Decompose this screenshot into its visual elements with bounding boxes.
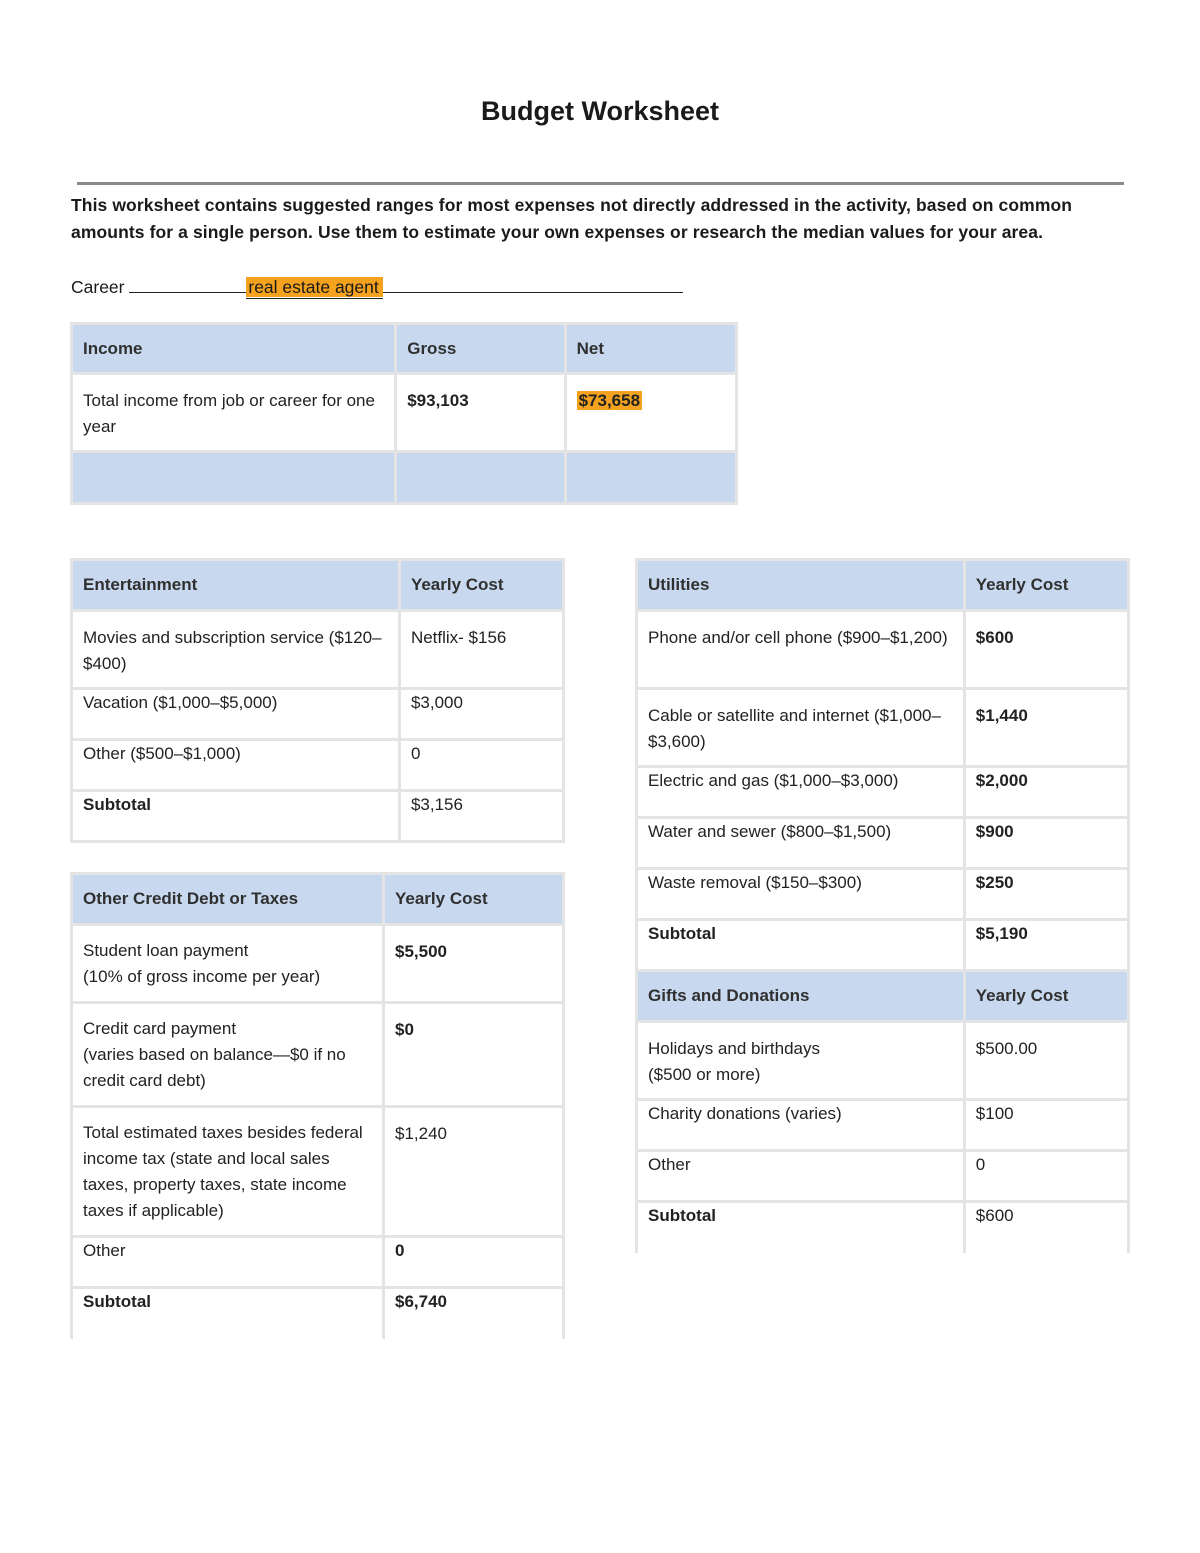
intro-paragraph: This worksheet contains suggested ranges for most expenses not directly addressed in the activity, based on common amounts for a single person. Use them to estimate your own expenses or research the median values for your area. [71,195,1073,242]
income-table [70,322,738,505]
net-header: Net [565,324,736,374]
gross-header: Gross [396,324,565,374]
net-value[interactable]: $73,658 [565,374,736,452]
other-debt-header: Other Credit Debt or Taxes [72,874,384,925]
subtotal-label: Subtotal [637,920,965,971]
career-value[interactable]: real estate agent [246,277,382,297]
income-blank-cell[interactable] [72,452,396,504]
table-row-label: Student loan payment (10% of gross income per year) [72,925,384,1003]
table-row-value[interactable]: $0 [384,1003,564,1107]
table-row-label: Other [72,1237,384,1288]
table-row-value[interactable]: $500.00 [964,1022,1128,1100]
table-row-value[interactable]: $3,000 [399,689,563,740]
table-row-value[interactable]: $100 [964,1100,1128,1151]
table-row-value[interactable]: $900 [964,818,1128,869]
table-row-value[interactable]: $2,000 [964,767,1128,818]
table-row-value[interactable]: 0 [399,740,563,791]
table-row-label: Phone and/or cell phone ($900–$1,200) [637,611,965,689]
yearly-cost-header: Yearly Cost [399,560,563,611]
utilities-table [635,558,1130,1253]
subtotal-label: Subtotal [72,1288,384,1339]
table-row-label: Other ($500–$1,000) [72,740,400,791]
subtotal-value[interactable]: $3,156 [399,791,563,842]
subtotal-label: Subtotal [72,791,400,842]
yearly-cost-header: Yearly Cost [964,560,1128,611]
table-row-value[interactable]: 0 [384,1237,564,1288]
yearly-cost-header: Yearly Cost [964,971,1128,1022]
subtotal-value[interactable]: $600 [964,1202,1128,1253]
table-row-label: Electric and gas ($1,000–$3,000) [637,767,965,818]
career-underline-left [129,272,246,293]
career-underline-right [383,272,683,293]
table-row-value[interactable]: $1,440 [964,689,1128,767]
utilities-header: Utilities [637,560,965,611]
table-row-value[interactable]: $250 [964,869,1128,920]
table-row-label: Waste removal ($150–$300) [637,869,965,920]
table-row-value[interactable]: $1,240 [384,1107,564,1237]
income-row-label: Total income from job or career for one year [72,374,396,452]
page-title: Budget Worksheet [480,96,720,126]
career-label: Career [71,277,125,297]
title-divider [77,182,1124,185]
table-row-value[interactable]: Netflix- $156 [399,611,563,689]
table-row-label: Cable or satellite and internet ($1,000–$3,600) [637,689,965,767]
table-row-label: Vacation ($1,000–$5,000) [72,689,400,740]
income-header: Income [72,324,396,374]
yearly-cost-header: Yearly Cost [384,874,564,925]
table-row-label: Water and sewer ($800–$1,500) [637,818,965,869]
table-row-value[interactable]: 0 [964,1151,1128,1202]
table-row-label: Holidays and birthdays ($500 or more) [637,1022,965,1100]
table-row-label: Charity donations (varies) [637,1100,965,1151]
subtotal-value[interactable]: $6,740 [384,1288,564,1339]
other-debt-table [70,872,565,1339]
gifts-header: Gifts and Donations [637,971,965,1022]
income-blank-cell[interactable] [396,452,565,504]
table-row-value[interactable]: $600 [964,611,1128,689]
table-row-label: Credit card payment (varies based on balance—$0 if no credit card debt) [72,1003,384,1107]
table-row-label: Other [637,1151,965,1202]
income-blank-cell[interactable] [565,452,736,504]
entertainment-header: Entertainment [72,560,400,611]
subtotal-value[interactable]: $5,190 [964,920,1128,971]
gross-value[interactable]: $93,103 [396,374,565,452]
table-row-label: Movies and subscription service ($120–$400) [72,611,400,689]
table-row-label: Total estimated taxes besides federal income tax (state and local sales taxes, property taxes, state income taxes if applicable) [72,1107,384,1237]
career-line [71,272,683,298]
entertainment-table [70,558,565,843]
table-row-value[interactable]: $5,500 [384,925,564,1003]
subtotal-label: Subtotal [637,1202,965,1253]
